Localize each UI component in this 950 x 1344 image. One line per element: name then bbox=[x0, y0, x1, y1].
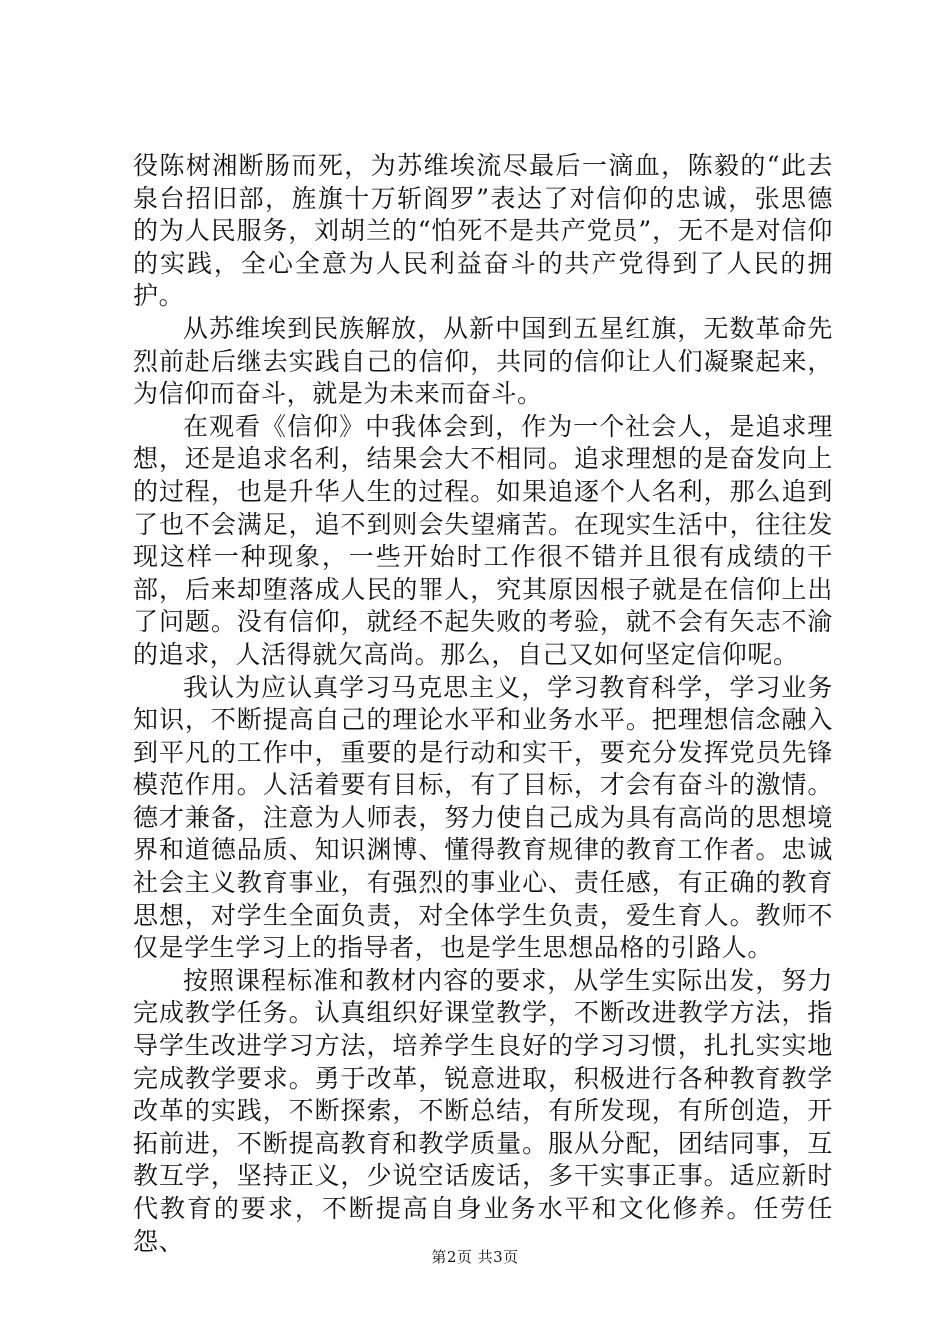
document-body bbox=[133, 150, 833, 1258]
paragraph-teaching: 按照课程标准和教材内容的要求，从学生实际出发，努力完成教学任务。认真组织好课堂教学，不断改进教学方法，指导学生改进学习方法，培养学生良好的学习习惯，扎扎实实地完成教学要求。勇于改革，锐意进取，积极进行各种教育教学改革的实践，不断探索，不断总结，有所发现，有所创造，开拓前进，不断提高教育和教学质量。服从分配，团结同事，互教互学，坚持正义，少说空话废话，多干实事正事。适应新时代教育的要求，不断提高自身业务水平和文化修养。任劳任怨、 bbox=[133, 965, 833, 1256]
paragraph-study: 我认为应认真学习马克思主义，学习教育科学，学习业务知识，不断提高自己的理论水平和业务水平。把理想信念融入到平凡的工作中，重要的是行动和实干，要充分发挥党员先锋模范作用。人活着要有目标，有了目标，才会有奋斗的激情。德才兼备，注意为人师表，努力使自己成为具有高尚的思想境界和道德品质、知识渊博、懂得教育规律的教育工作者。忠诚社会主义教育事业，有强烈的事业心、责任感，有正确的教育思想，对学生全面负责，对全体学生负责，爱生育人。教师不仅是学生学习上的指导者，也是学生思想品格的引路人。 bbox=[133, 672, 833, 963]
paragraph-reflection: 在观看《信仰》中我体会到，作为一个社会人，是追求理想，还是追求名利，结果会大不相同。追求理想的是奋发向上的过程，也是升华人生的过程。如果追逐个人名利，那么追到了也不会满足，追不到则会失望痛苦。在现实生活中，往往发现这样一种现象，一些开始时工作很不错并且很有成绩的干部，后来却堕落成人民的罪人，究其原因根子就是在信仰上出了问题。没有信仰，就经不起失败的考验，就不会有矢志不渝的追求，人活得就欠高尚。那么，自己又如何坚定信仰呢。 bbox=[133, 411, 833, 669]
page-number-footer: 第2页 共3页 bbox=[431, 1248, 519, 1266]
paragraph-revolution: 从苏维埃到民族解放，从新中国到五星红旗，无数革命先烈前赴后继去实践自己的信仰，共同的信仰让人们凝聚起来，为信仰而奋斗，就是为未来而奋斗。 bbox=[133, 313, 833, 409]
paragraph-continuation: 役陈树湘断肠而死，为苏维埃流尽最后一滴血，陈毅的“此去泉台招旧部，旌旗十万斩阎罗”表达了对信仰的忠诚，张思德的为人民服务，刘胡兰的“怕死不是共产党员”，无不是对信仰的实践，全心全意为人民利益奋斗的共产党得到了人民的拥护。 bbox=[133, 151, 833, 311]
